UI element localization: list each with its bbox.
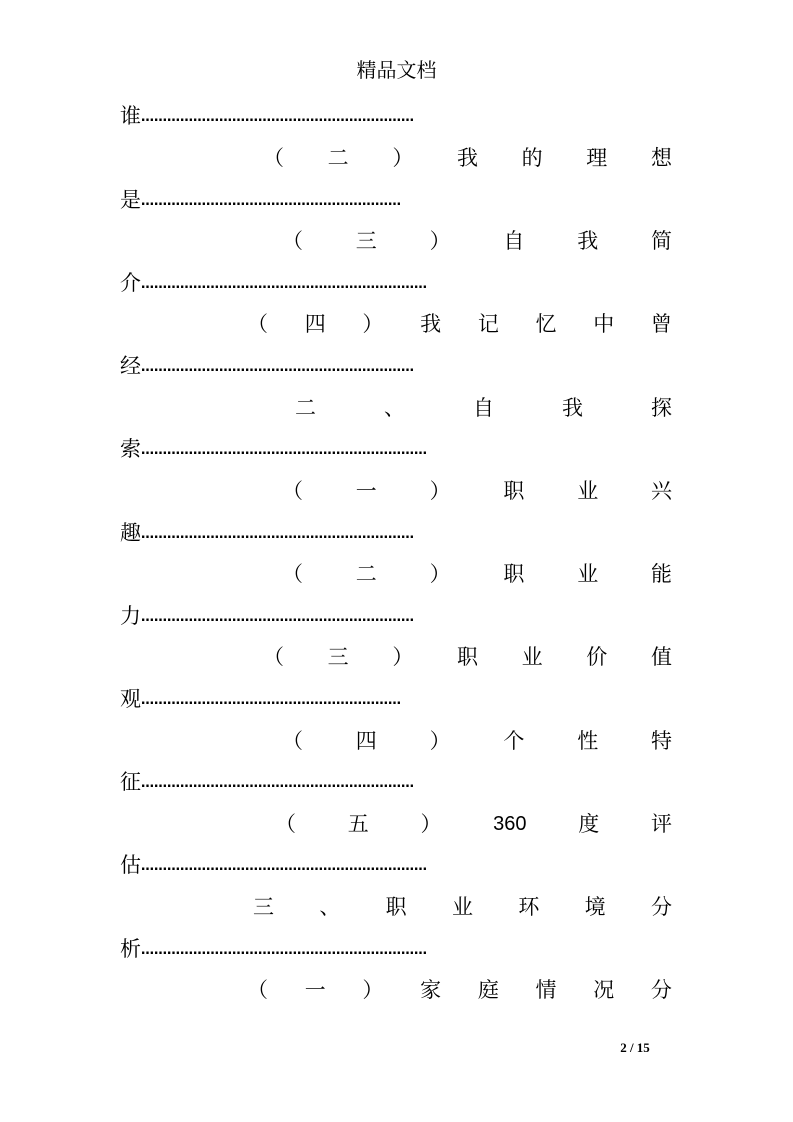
toc-entry-tail: 析: [120, 937, 141, 961]
toc-heading-char: 况: [593, 978, 615, 1002]
toc-heading-char: ）: [420, 812, 442, 836]
toc-entry-continuation: [120, 767, 672, 797]
toc-heading-char: 二: [355, 562, 377, 586]
toc-heading-char: 业: [577, 562, 599, 586]
toc-entry-tail: 索: [120, 437, 141, 461]
toc-heading-char: 探: [651, 396, 672, 420]
toc-entry-continuation: [120, 434, 672, 464]
toc-heading-char: 特: [650, 729, 672, 753]
toc-entry-tail: 介: [120, 271, 141, 295]
toc-heading-char: 我: [577, 229, 599, 253]
toc-heading-char: 我: [562, 396, 583, 420]
toc-heading-char: 我: [456, 146, 478, 170]
toc-heading-char: 曾: [650, 312, 672, 336]
toc-heading-char: 三: [355, 229, 377, 253]
toc-heading-char: （: [275, 812, 296, 836]
toc-heading-char: 兴: [650, 479, 672, 503]
toc-heading-char: 业: [521, 645, 543, 669]
toc-heading-char: 评: [650, 812, 672, 836]
toc-leader-dots: ……………………………………………………: [141, 194, 401, 209]
toc-leader-dots: …………………………………………………………: [141, 859, 427, 874]
toc-heading-char: 一: [355, 479, 377, 503]
toc-leader-dots: ………………………………………………………: [141, 527, 414, 542]
toc-heading-char: 四: [304, 312, 326, 336]
toc-entry-continuation: [120, 518, 672, 548]
toc-heading-char: 自: [503, 229, 525, 253]
toc-heading-char: 理: [586, 146, 608, 170]
toc-heading-char: 三: [327, 645, 349, 669]
toc-heading-char: 能: [650, 562, 672, 586]
toc-heading-char: （: [282, 479, 303, 503]
toc-entry-continuation: [120, 601, 672, 631]
toc-heading-char: 职: [503, 479, 525, 503]
toc-heading-char: ）: [429, 229, 451, 253]
toc-heading-char: （: [282, 562, 303, 586]
toc-entry-heading: [275, 809, 672, 839]
toc-heading-char: 、: [384, 396, 405, 420]
toc-heading-char: 我: [420, 312, 442, 336]
toc-heading-char: ）: [429, 562, 451, 586]
toc-heading-char: 个: [503, 729, 525, 753]
toc-leader-dots: …………………………………………………………: [141, 943, 427, 958]
toc-leader-dots: ………………………………………………………: [141, 360, 414, 375]
toc-entry-heading: [282, 559, 672, 589]
toc-entry-heading: [247, 309, 672, 339]
toc-heading-char: （: [247, 312, 268, 336]
toc-heading-char: 自: [473, 396, 494, 420]
toc-entry-tail: 趣: [120, 521, 141, 545]
toc-entry-tail: 力: [120, 604, 141, 628]
toc-heading-char: 360: [493, 813, 527, 835]
toc-leader-dots: …………………………………………………………: [141, 443, 427, 458]
toc-entry-continuation: [120, 101, 672, 131]
toc-heading-char: ）: [429, 479, 451, 503]
toc-heading-char: 中: [593, 312, 615, 336]
toc-heading-char: 业: [451, 895, 473, 919]
toc-entry-tail: 观: [120, 687, 141, 711]
toc-heading-char: 职: [456, 645, 478, 669]
toc-heading-char: （: [282, 229, 303, 253]
toc-entry-tail: 谁: [120, 104, 141, 128]
toc-heading-char: 分: [650, 978, 672, 1002]
toc-entry-heading: [282, 226, 672, 256]
toc-entry-heading: [253, 892, 672, 922]
toc-heading-char: 价: [586, 645, 608, 669]
toc-heading-char: 情: [535, 978, 557, 1002]
toc-entry-heading: [263, 642, 672, 672]
page-header-title: 精品文档: [356, 58, 437, 82]
toc-heading-char: 性: [577, 729, 599, 753]
toc-heading-char: 简: [650, 229, 672, 253]
toc-heading-char: 五: [347, 812, 369, 836]
toc-leader-dots: ………………………………………………………: [141, 110, 414, 125]
toc-heading-char: 四: [355, 729, 377, 753]
page-number: 2 / 15: [620, 1040, 650, 1055]
toc-entry-heading: [282, 476, 672, 506]
toc-heading-char: （: [247, 978, 268, 1002]
toc-heading-char: 想: [650, 146, 672, 170]
toc-heading-char: ）: [362, 978, 384, 1002]
toc-entry-tail: 征: [120, 770, 141, 794]
toc-heading-char: 业: [577, 479, 599, 503]
toc-entry-tail: 是: [120, 188, 141, 212]
toc-heading-char: 二: [327, 146, 349, 170]
toc-heading-char: 一: [304, 978, 326, 1002]
toc-entry-continuation: [120, 185, 672, 215]
toc-leader-dots: ………………………………………………………: [141, 610, 414, 625]
toc-entry-continuation: [120, 850, 672, 880]
toc-heading-char: （: [263, 645, 284, 669]
toc-leader-dots: …………………………………………………………: [141, 277, 427, 292]
toc-heading-char: 、: [319, 895, 341, 919]
toc-leader-dots: ……………………………………………………: [141, 693, 401, 708]
toc-entry-continuation: [120, 684, 672, 714]
toc-heading-char: 环: [518, 895, 540, 919]
toc-heading-char: 庭: [477, 978, 499, 1002]
toc-entry-tail: 经: [120, 354, 141, 378]
toc-heading-char: ）: [392, 645, 414, 669]
toc-entry-continuation: [120, 268, 672, 298]
toc-heading-char: 度: [578, 812, 600, 836]
toc-entry-heading: [247, 975, 672, 1005]
toc-heading-char: ）: [362, 312, 384, 336]
toc-leader-dots: ………………………………………………………: [141, 776, 414, 791]
toc-heading-char: （: [282, 729, 303, 753]
toc-heading-char: 家: [420, 978, 442, 1002]
toc-entry-continuation: [120, 934, 672, 964]
toc-entry-tail: 估: [120, 853, 141, 877]
toc-heading-char: 境: [584, 895, 606, 919]
toc-entry-continuation: [120, 351, 672, 381]
toc-heading-char: 值: [650, 645, 672, 669]
toc-heading-char: 二: [295, 396, 316, 420]
toc-heading-char: 的: [521, 146, 543, 170]
toc-heading-char: 职: [503, 562, 525, 586]
toc-heading-char: 职: [385, 895, 407, 919]
toc-heading-char: 分: [650, 895, 672, 919]
toc-entry-heading: [263, 143, 672, 173]
toc-heading-char: 忆: [535, 312, 557, 336]
toc-heading-char: （: [263, 146, 284, 170]
toc-heading-char: 记: [477, 312, 499, 336]
toc-entry-heading: [282, 726, 672, 756]
toc-entry-heading: [295, 393, 672, 423]
toc-heading-char: ）: [392, 146, 414, 170]
toc-heading-char: 三: [253, 895, 274, 919]
toc-heading-char: ）: [429, 729, 451, 753]
